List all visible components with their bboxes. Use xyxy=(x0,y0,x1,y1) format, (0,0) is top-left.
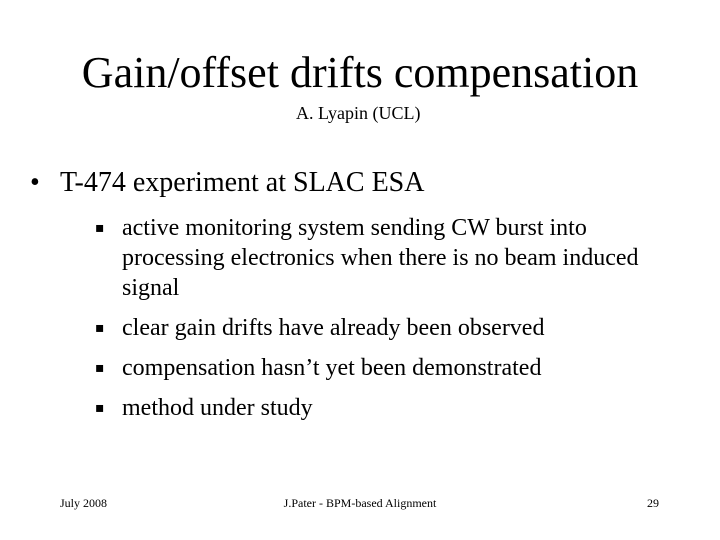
sub-bullet-text: method under study xyxy=(122,395,313,421)
square-bullet-icon: ▪ xyxy=(95,220,105,236)
square-bullet-icon: ▪ xyxy=(95,360,105,376)
sub-bullet-text: active monitoring system sending CW burst into processing electronics when there is no beam induced signal xyxy=(122,215,639,301)
bullet-marker: • xyxy=(30,167,40,198)
sub-bullet-item xyxy=(95,348,655,388)
square-bullet-icon: ▪ xyxy=(95,400,105,416)
sub-bullet-item xyxy=(95,388,655,428)
slide-subtitle: A. Lyapin (UCL) xyxy=(296,103,421,123)
square-bullet-icon: ▪ xyxy=(95,320,105,336)
footer-date: July 2008 xyxy=(60,496,108,510)
slide-title: Gain/offset drifts compensation xyxy=(81,48,639,97)
bullet-text: T-474 experiment at SLAC ESA xyxy=(60,167,425,198)
footer-page-number: 29 xyxy=(647,496,659,510)
sub-bullet-item xyxy=(95,308,655,348)
sub-bullet-text: clear gain drifts have already been observed xyxy=(122,315,545,341)
sub-bullet-item xyxy=(95,208,655,308)
footer-center-text: J.Pater - BPM-based Alignment xyxy=(283,496,437,510)
sub-bullet-text: compensation hasn’t yet been demonstrated xyxy=(122,355,542,381)
sub-bullet-list xyxy=(95,208,655,428)
